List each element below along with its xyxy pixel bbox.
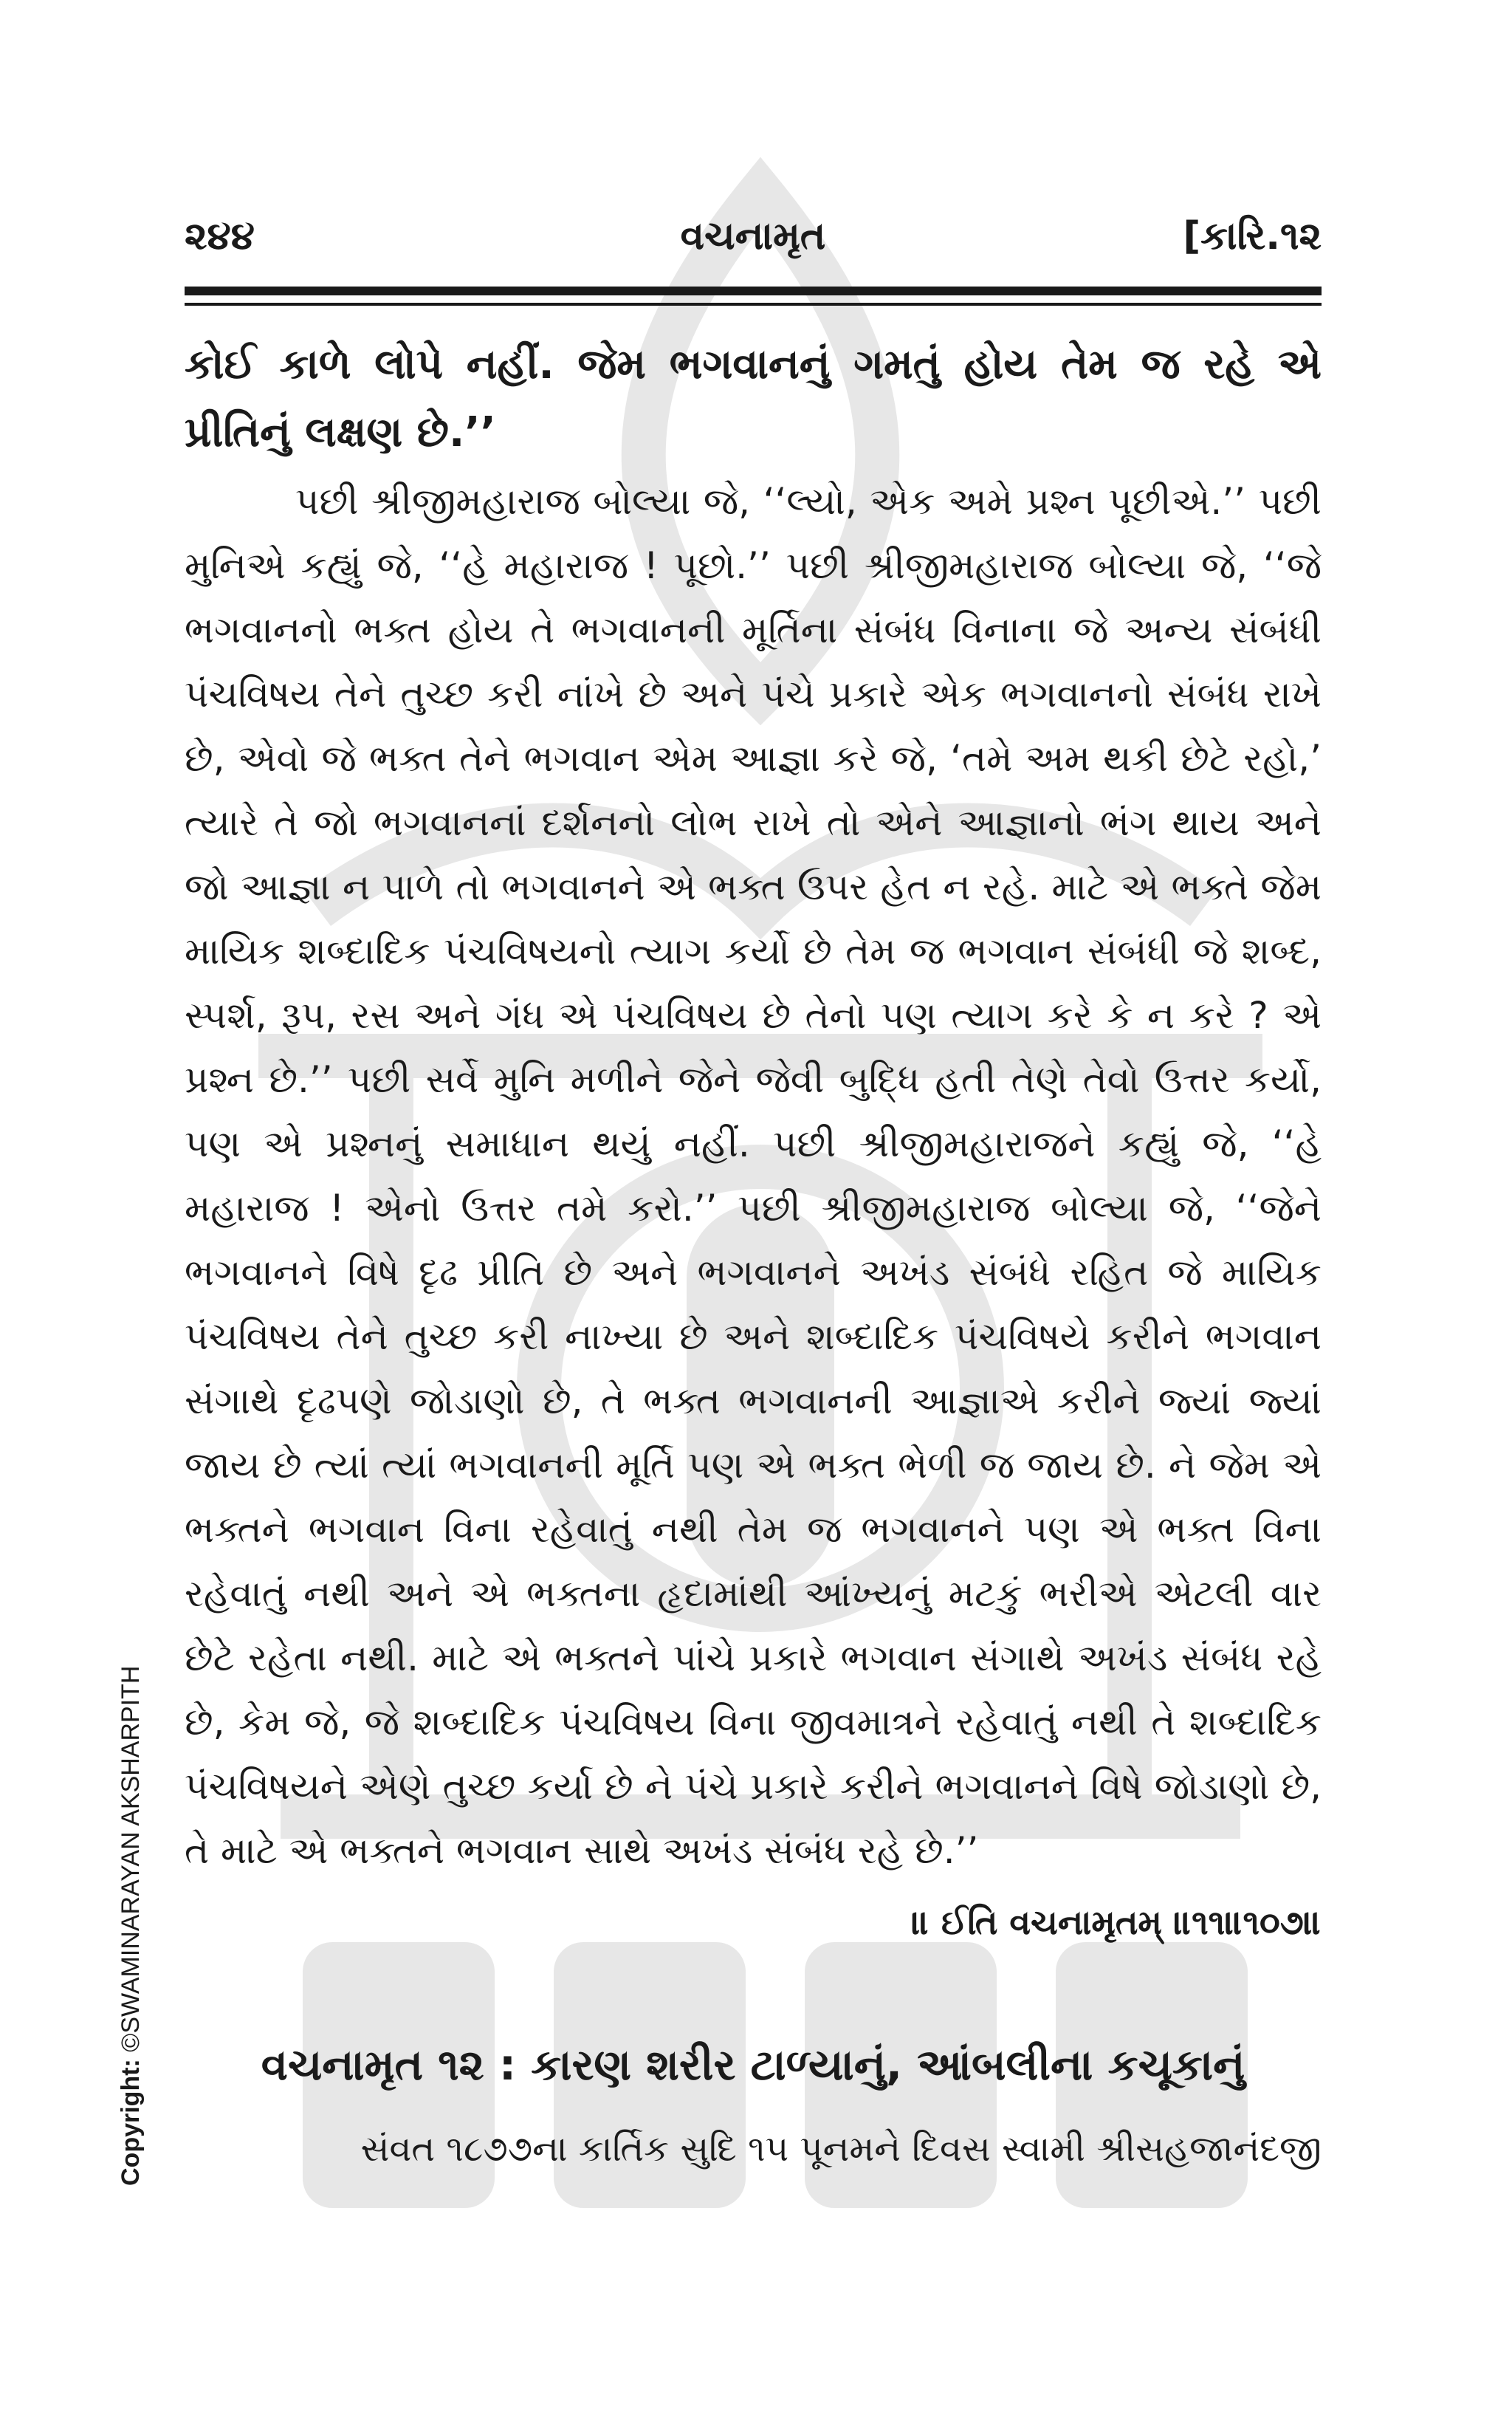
- header-rule-thick: [185, 287, 1322, 295]
- running-header: [185, 214, 1322, 273]
- copyright-label: Copyright:: [117, 2059, 145, 2186]
- chapter-heading: વચનામૃત ૧૨ : કારણ શરીર ટાળ્યાનું, આંબલીના કચૂકાનું: [261, 2040, 1245, 2090]
- copyright-text: ©SWAMINARAYAN AKSHARPITH: [117, 1665, 145, 2052]
- header-rule-thin: [185, 303, 1322, 306]
- section-reference: [કારિ.૧૨: [1183, 214, 1322, 258]
- chapter-first-line: સંવત ૧૮૭૭ના કાર્તિક સુદિ ૧૫ પૂનમને દિવસ સ્વામી શ્રીસહજાનંદજી: [360, 2128, 1322, 2170]
- book-title: વચનામૃત: [680, 214, 826, 258]
- iti-colophon: ॥ ઈતિ વચનામૃતમ્ ॥૧૧॥૧૦૭॥: [911, 1902, 1322, 1942]
- page-number: ૨૪૪: [185, 214, 255, 258]
- lead-paragraph: કોઈ કાળે લોપે નહીં. જેમ ભગવાનનું ગમતું હોય તેમ જ રહે એ પ્રીતિનું લક્ષણ છે.’’: [185, 340, 1322, 456]
- body-text: [185, 331, 1322, 1955]
- main-paragraph: પછી શ્રીજીમહારાજ બોલ્યા જે, ‘‘લ્યો, એક અમે પ્રશ્ન પૂછીએ.’’ પછી મુનિએ કહ્યું જે, ‘‘હે મહારાજ ! પૂછો.’’ પછી શ્રીજીમહારાજ બોલ્યા જે, ‘‘જે ભગવાનનો ભક્ત હોય તે ભગવાનની મૂર્તિના સંબંધ વિનાના જે અન્ય સંબંધી પંચવિષય તેને તુચ્છ કરી નાંખે છે અને પંચે પ્રકારે એક ભગવાનનો સંબંધ રાખે છે, એવો જે ભક્ત તેને ભગવાન એમ આજ્ઞા કરે જે, ‘તમે અમ થકી છેટે રહો,’ ત્યારે તે જો ભગવાનનાં દર્શનનો લોભ રાખે તો એને આજ્ઞાનો ભંગ થાય અને જો આજ્ઞા ન પાળે તો ભગવાનને એ ભક્ત ઉપર હેત ન રહે. માટે એ ભક્તે જેમ માયિક શબ્દાદિક પંચવિષયનો ત્યાગ કર્યો છે તેમ જ ભગવાન સંબંધી જે શબ્દ, સ્પર્શ, રૂપ, રસ અને ગંધ એ પંચવિષય છે તેનો પણ ત્યાગ કરે કે ન કરે ? એ પ્રશ્ન છે.’’ પછી સર્વે મુનિ મળીને જેને જેવી બુદ્ધિ હતી તેણે તેવો ઉત્તર કર્યો, પણ એ પ્રશ્નનું સમાધાન થયું નહીં. પછી શ્રીજીમહારાજને કહ્યું જે, ‘‘હે મહારાજ ! એનો ઉત્તર તમે કરો.’’ પછી શ્રીજીમહારાજ બોલ્યા જે, ‘‘જેને ભગવાનને વિષે દૃઢ પ્રીતિ છે અને ભગવાનને અખંડ સંબંધે રહિત જે માયિક પંચવિષય તેને તુચ્છ કરી નાખ્યા છે અને શબ્દાદિક પંચવિષયે કરીને ભગવાન સંગાથે દૃઢપણે જોડાણો છે, તે ભક્ત ભગવાનની આજ્ઞાએ કરીને જ્યાં જ્યાં જાય છે ત્યાં ત્યાં ભગવાનની મૂર્તિ પણ એ ભક્ત ભેળી જ જાય છે. ને જેમ એ ભક્તને ભગવાન વિના રહેવાતું નથી તેમ જ ભગવાનને પણ એ ભક્ત વિના રહેવાતું નથી અને એ ભક્તના હૃદામાંથી આંખ્યનું મટકું ભરીએ એટલી વાર છેટે રહેતા નથી. માટે એ ભક્તને પાંચે પ્રકારે ભગવાન સંગાથે અખંડ સંબંધ રહે છે, કેમ જે, જે શબ્દાદિક પંચવિષય વિના જીવમાત્રને રહેવાતું નથી તે શબ્દાદિક પંચવિષયને એણે તુચ્છ કર્યા છે ને પંચે પ્રકારે કરીને ભગવાનને વિષે જોડાણો છે, તે માટે એ ભક્તને ભગવાન સાથે અખંડ સંબંધ રહે છે.’’: [185, 480, 1322, 1872]
- copyright-notice: [117, 1666, 145, 2186]
